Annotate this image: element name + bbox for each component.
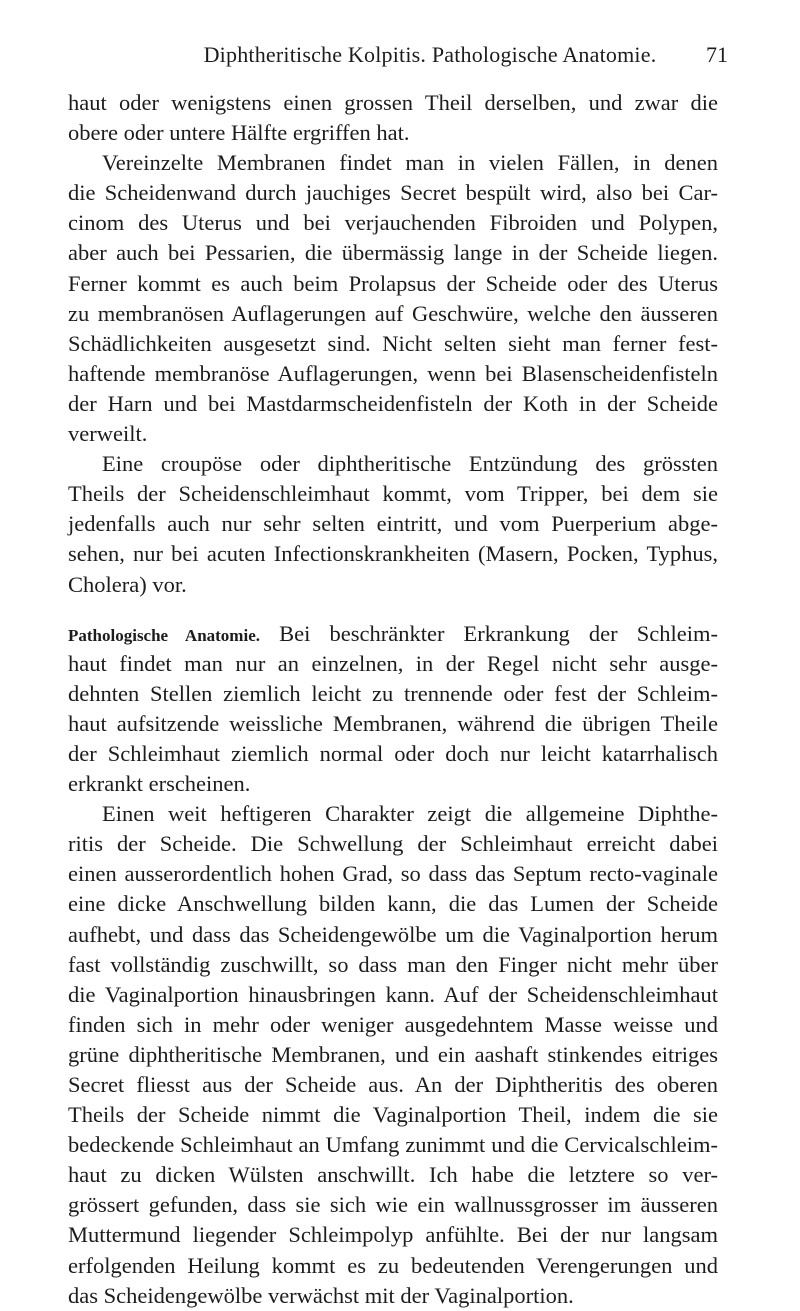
text-line: zu membranösen Auflagerungen auf Geschwüre, welche den äusseren [68,300,718,326]
text-line: die Vaginalportion hinausbringen kann. Auf der Scheidenschleimhaut [68,981,718,1007]
text-line: verweilt. [68,421,148,447]
paragraph [68,619,718,800]
text-line: haut oder wenigstens einen grossen Theil derselben, und zwar die [68,90,718,115]
text-line: ritis der Scheide. Die Schwellung der Schleimhaut erreicht dabei [68,831,718,857]
text-line: bedeckende Schleimhaut an Umfang zunimmt und die Cervicalschleim- [68,1132,718,1158]
paragraph [68,148,718,449]
text-line: grüne diphtheritische Membranen, und ein aashaft stinkendes eitriges [68,1041,718,1067]
text-line: sehen, nur bei acuten Infectionskrankheiten (Masern, Pocken, Typhus, [68,541,718,567]
text-line: jedenfalls auch nur sehr selten eintritt, und vom Puerperium abge- [68,511,718,537]
text-line: Theils der Scheide nimmt die Vaginalportion Theil, indem die sie [68,1102,718,1128]
text-line: Cholera) vor. [68,571,187,597]
text-line: Ferner kommt es auch beim Prolapsus der Scheide oder des Uterus [68,270,718,296]
text-line: aufhebt, und dass das Scheidengewölbe um die Vaginalportion herum [68,921,718,947]
text-line [68,619,718,649]
text-line: Vereinzelte Membranen findet man in vielen Fällen, in denen [102,150,718,176]
text-line: grössert gefunden, dass sie sich wie ein wallnussgrosser im äusseren [68,1192,718,1218]
text-line: Theils der Scheidenschleimhaut kommt, vom Tripper, bei dem sie [68,481,718,507]
text-line: Secret fliesst aus der Scheide aus. An der Diphtheritis des oberen [68,1072,718,1097]
paragraph [68,88,718,148]
text-line: aber auch bei Pessarien, die übermässig lange in der Scheide liegen. [68,240,718,266]
text-line: einen ausserordentlich hohen Grad, so dass das Septum recto-vaginale [68,861,718,887]
text-line: erfolgenden Heilung kommt es zu bedeutenden Verengerungen und [68,1252,718,1278]
text-line: eine dicke Anschwellung bilden kann, die das Lumen der Scheide [68,891,718,917]
text-line: die Scheidenwand durch jauchiges Secret bespült wird, also bei Car- [68,180,718,206]
text-line: der Schleimhaut ziemlich normal oder doch nur leicht katarrhalisch [68,740,718,766]
text-line: haut zu dicken Wülsten anschwillt. Ich habe die letztere so ver- [68,1162,718,1188]
paragraph [68,449,718,599]
section-heading: Pathologische Anatomie. [68,625,260,645]
text-line: haut aufsitzende weissliche Membranen, während die übrigen Theile [68,710,718,736]
text-line: cinom des Uterus und bei verjauchenden Fibroiden und Polypen, [68,210,718,236]
body-text [68,88,718,1311]
text-line: der Harn und bei Mastdarmscheidenfisteln der Koth in der Scheide [68,390,718,416]
paragraph [68,799,718,1311]
text-line: erkrankt erscheinen. [68,771,251,797]
text-line: Muttermund liegender Schleimpolyp anfühlte. Bei der nur langsam [68,1222,718,1248]
text-line: fast vollständig zuschwillt, so dass man den Finger nicht mehr über [68,951,718,977]
text-line: Einen weit heftigeren Charakter zeigt die allgemeine Diphthe- [102,801,718,827]
text-line: das Scheidengewölbe verwächst mit der Vaginalportion. [68,1282,574,1308]
text-line: dehnten Stellen ziemlich leicht zu trennende oder fest der Schleim- [68,680,718,706]
running-head: Diphtheritische Kolpitis. Pathologische Anatomie. [203,42,657,67]
text-line: Schädlichkeiten ausgesetzt sind. Nicht selten sieht man ferner fest- [68,330,718,356]
text-line: finden sich in mehr oder weniger ausgedehntem Masse weisse und [68,1011,718,1037]
text-line: haftende membranöse Auflagerungen, wenn bei Blasenscheidenfisteln [68,360,718,386]
text-run: Bei beschränkter Erkrankung der Schleim- [279,620,718,646]
text-line: Eine croupöse oder diphtheritische Entzündung des grössten [102,451,718,477]
text-line: haut findet man nur an einzelnen, in der Regel nicht sehr ausge- [68,650,718,676]
section-gap [68,600,718,619]
text-line: obere oder untere Hälfte ergriffen hat. [68,120,410,146]
page-number: 71 [706,42,728,67]
